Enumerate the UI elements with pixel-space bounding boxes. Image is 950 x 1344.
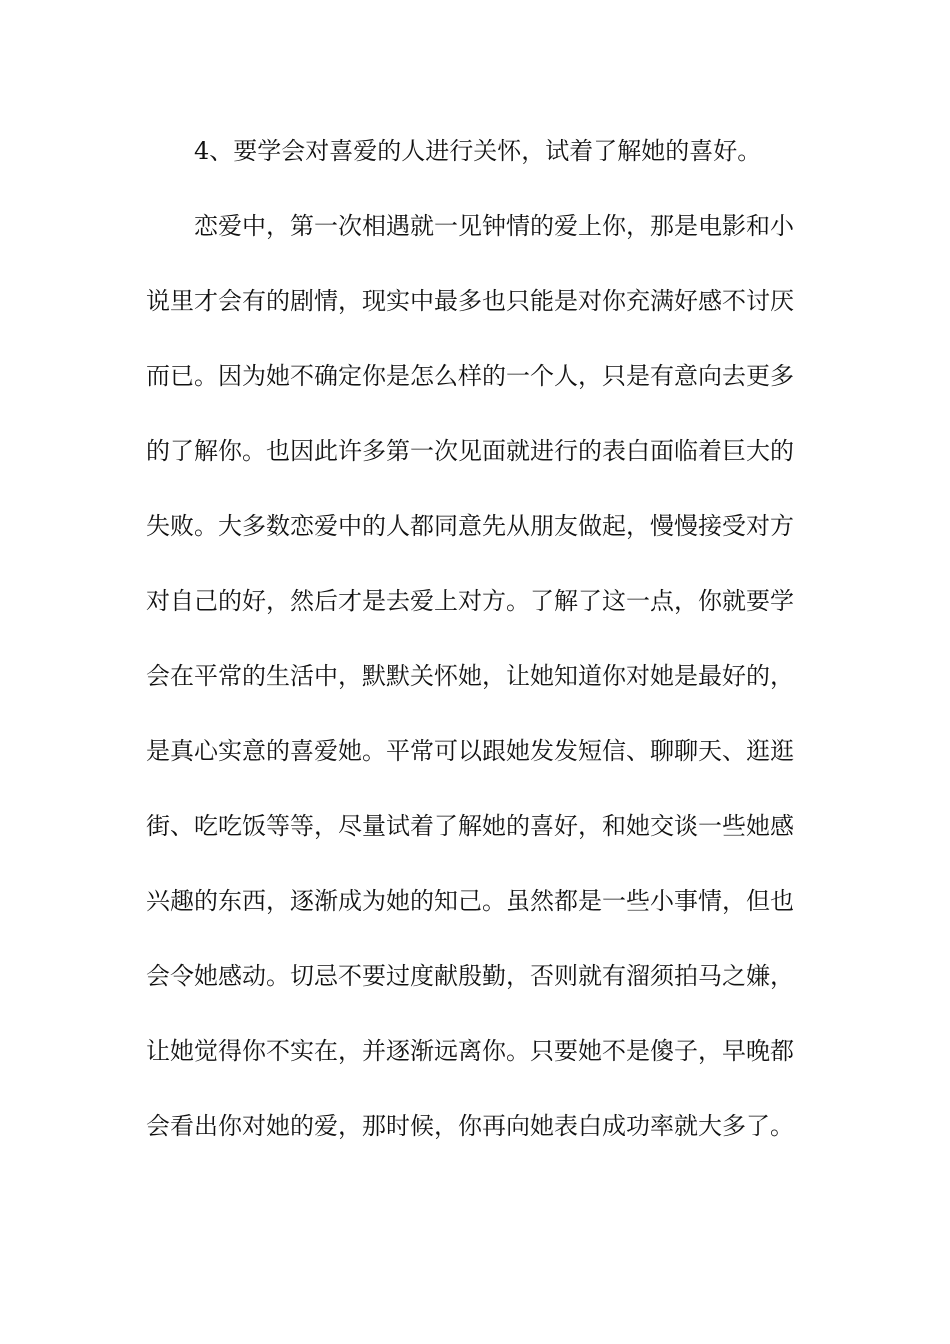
paragraph-line: 会看出你对她的爱，那时候，你再向她表白成功率就大多了。 (146, 1112, 794, 1140)
paragraph-line: 而已。因为她不确定你是怎么样的一个人，只是有意向去更多 (146, 362, 794, 390)
paragraph-line: 会在平常的生活中，默默关怀她，让她知道你对她是最好的， (146, 662, 794, 690)
paragraph-line: 对自己的好，然后才是去爱上对方。了解了这一点，你就要学 (146, 587, 794, 615)
paragraph-line: 失败。大多数恋爱中的人都同意先从朋友做起，慢慢接受对方 (146, 512, 794, 540)
paragraph-line: 会令她感动。切忌不要过度献殷勤，否则就有溜须拍马之嫌， (146, 962, 794, 990)
paragraph-line: 街、吃吃饭等等，尽量试着了解她的喜好，和她交谈一些她感 (146, 812, 794, 840)
section-heading: 4、要学会对喜爱的人进行关怀，试着了解她的喜好。 (194, 137, 762, 165)
article-body (146, 131, 826, 1181)
paragraph-line: 是真心实意的喜爱她。平常可以跟她发发短信、聊聊天、逛逛 (146, 737, 794, 765)
paragraph-line: 的了解你。也因此许多第一次见面就进行的表白面临着巨大的 (146, 437, 794, 465)
paragraph-line: 让她觉得你不实在，并逐渐远离你。只要她不是傻子，早晚都 (146, 1037, 794, 1065)
paragraph-line: 兴趣的东西，逐渐成为她的知己。虽然都是一些小事情，但也 (146, 887, 794, 915)
paragraph-line: 说里才会有的剧情，现实中最多也只能是对你充满好感不讨厌 (146, 287, 794, 315)
paragraph-line: 恋爱中，第一次相遇就一见钟情的爱上你，那是电影和小 (194, 212, 794, 240)
